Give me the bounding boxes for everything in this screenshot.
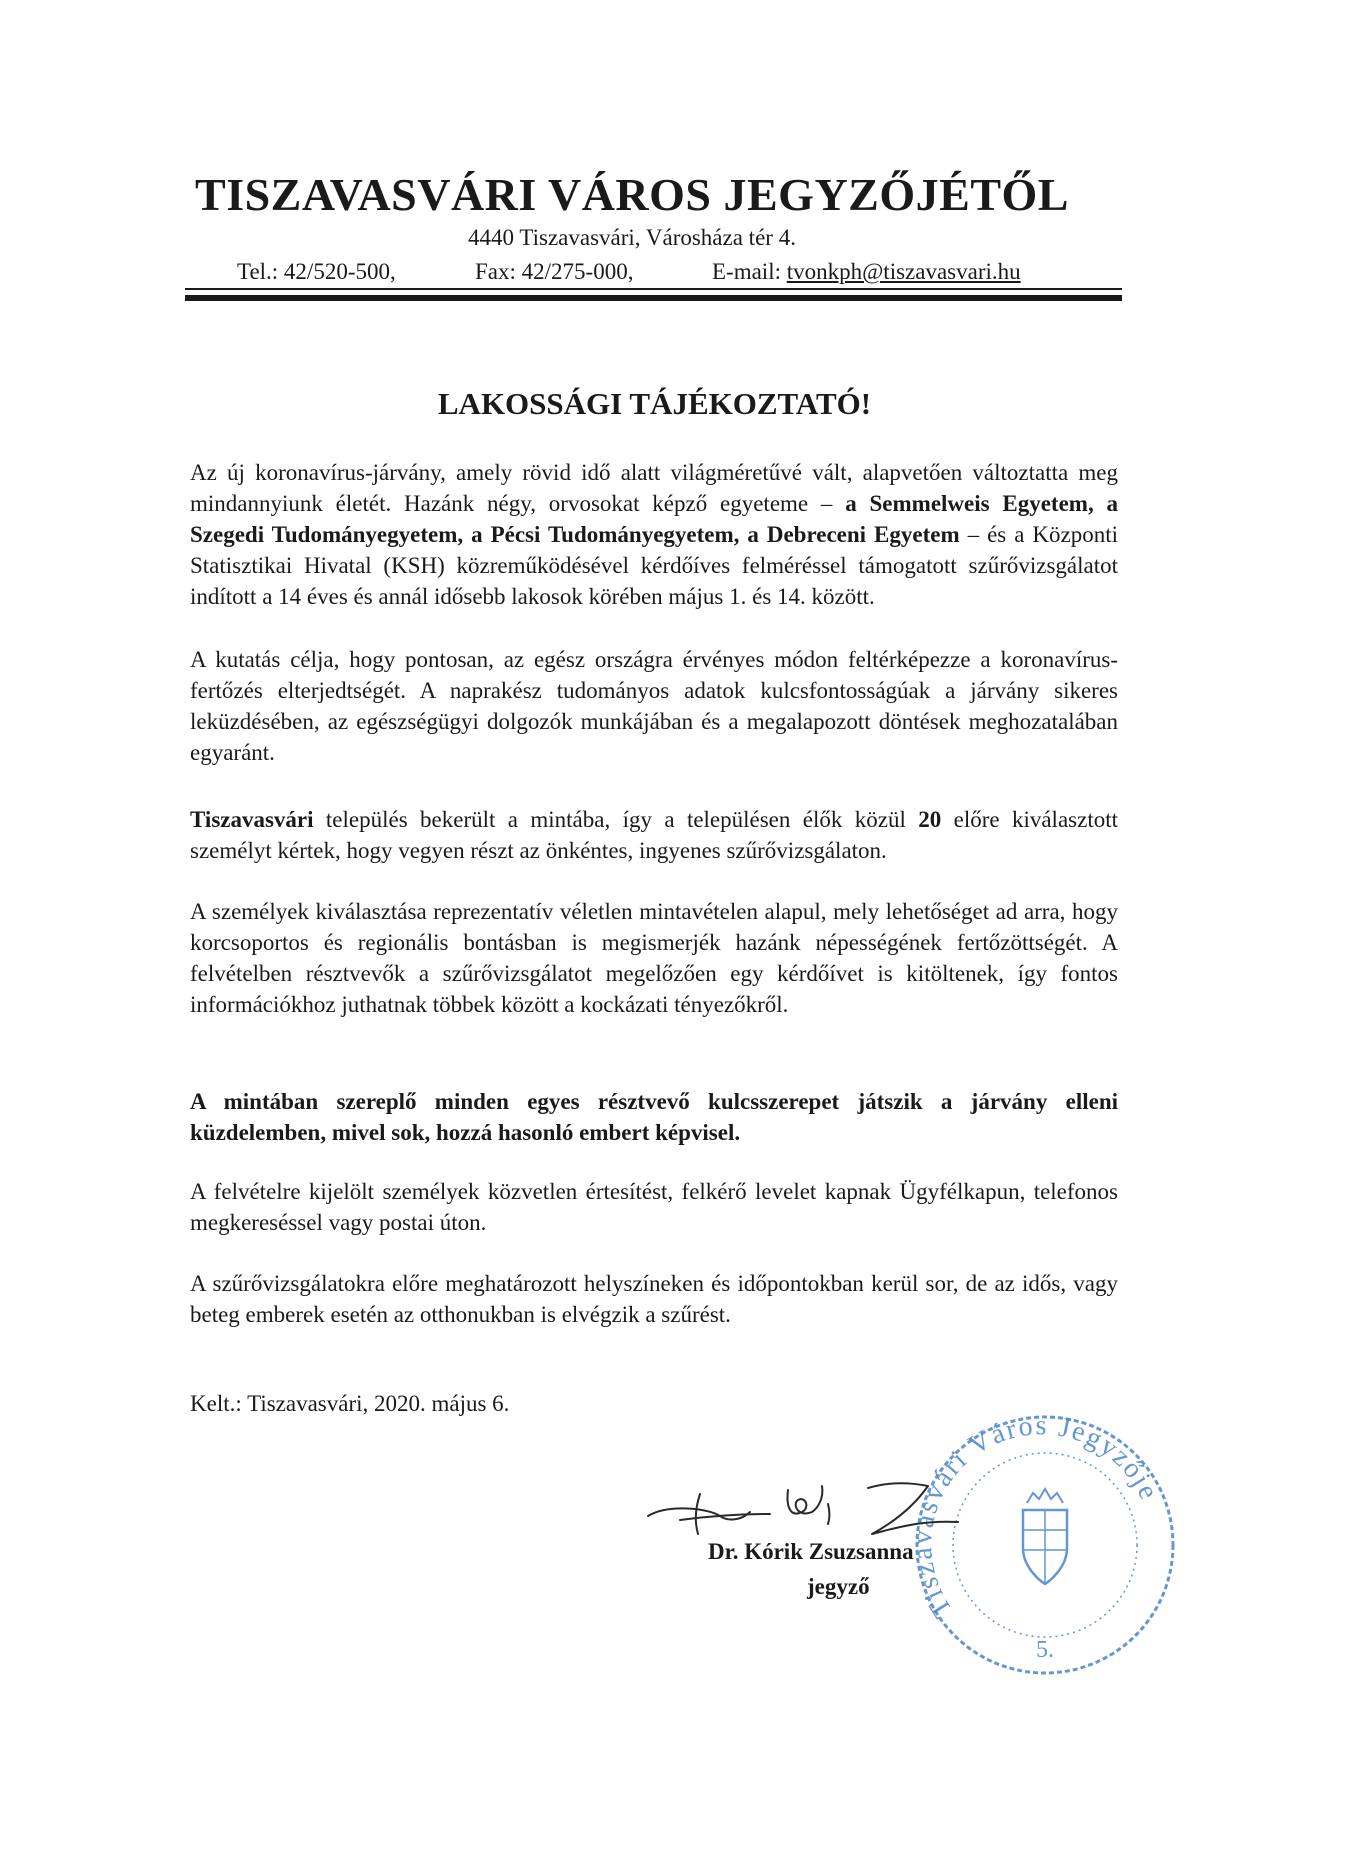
signer-title: jegyző	[807, 1574, 870, 1599]
stamp-number: 5.	[1036, 1637, 1054, 1663]
handwritten-signature	[640, 1460, 990, 1550]
paragraph-local-sample-part2: előre kiválasztott személyt kértek, hogy vegyen részt az önkéntes, ingyenes szűrővizsgálaton.	[190, 807, 1118, 863]
participant-count: 20	[918, 807, 942, 832]
letterhead-title: TISZAVASVÁRI VÁROS JEGYZŐJÉTŐL	[195, 169, 1069, 220]
letterhead-divider-thick	[185, 295, 1122, 301]
paragraph-screening-location: A szűrővizsgálatokra előre meghatározott helyszíneken és időpontokban kerül sor, de az idős, vagy beteg emberek esetén az otthonukban is elvégzik a szűrést.	[190, 1271, 1118, 1327]
paragraph-selection: A személyek kiválasztása reprezentatív véletlen mintavételen alapul, mely lehetőséget ad arra, hogy korcsoportos és regionális bontásban is megismerjék hazánk népességének fertőzöttségét. A felvételben résztvevők a szűrővizsgálatot megelőzően egy kérdőívet is kitöltenek, így fontos információkhoz juthatnak többek között a kockázati tényezőkről.	[190, 899, 1118, 1017]
paragraph-intro-part1: Az új koronavírus-járvány, amely rövid idő alatt világméretűvé vált, alapvetően változtatta meg mindannyiunk életét. Hazánk négy, orvosokat képző egyeteme –	[190, 460, 1118, 516]
date-line: Kelt.: Tiszavasvári, 2020. május 6.	[190, 1391, 510, 1416]
contact-email	[712, 260, 1021, 283]
paragraph-intro-part2: – és a Központi Statisztikai Hivatal (KSH) közreműködésével kérdőíves felméréssel támogatott szűrővizsgálatot indított a 14 éves és annál idősebb lakosok körében május 1. és 14. között.	[190, 522, 1119, 609]
email-label: E-mail:	[712, 259, 787, 284]
paragraph-key-role: A mintában szereplő minden egyes résztvevő kulcsszerepet játszik a járvány elleni küzdelemben, mivel sok, hozzá hasonló embert képvisel.	[190, 1089, 1118, 1145]
universities-list: a Semmelweis Egyetem, a Szegedi Tudományegyetem, a Pécsi Tudományegyetem, a Debreceni Egyetem	[190, 491, 1118, 547]
letterhead-address: 4440 Tiszavasvári, Városháza tér 4.	[468, 225, 796, 250]
stamp-text: Tiszavasvári Város Jegyzője	[907, 1410, 1165, 1624]
document-title: LAKOSSÁGI TÁJÉKOZTATÓ!	[437, 386, 872, 421]
paragraph-intro	[190, 457, 1118, 612]
paragraph-notification: A felvételre kijelölt személyek közvetlen értesítést, felkérő levelet kapnak Ügyfélkapun, telefonos megkereséssel vagy postai úton.	[190, 1179, 1118, 1235]
contact-phone: Tel.: 42/520-500,	[237, 259, 396, 284]
town-name: Tiszavasvári	[190, 807, 314, 832]
email-link[interactable]: tvonkph@tiszavasvari.hu	[786, 259, 1021, 284]
signer-name: Dr. Kórik Zsuzsanna	[708, 1539, 914, 1564]
paragraph-local-sample	[190, 804, 1118, 866]
paragraph-local-sample-part1: település bekerült a mintába, így a településen élők közül	[313, 807, 919, 832]
contact-fax: Fax: 42/275-000,	[475, 259, 634, 284]
letterhead-divider-thin	[185, 288, 1122, 290]
paragraph-research-goal: A kutatás célja, hogy pontosan, az egész országra érvényes módon feltérképezze a koronavírus-fertőzés elterjedtségét. A naprakész tudományos adatok kulcsfontosságúak a járvány sikeres leküzdésében, az egészségügyi dolgozók munkájában és a megalapozott döntések meghozatalában egyaránt.	[190, 647, 1118, 765]
